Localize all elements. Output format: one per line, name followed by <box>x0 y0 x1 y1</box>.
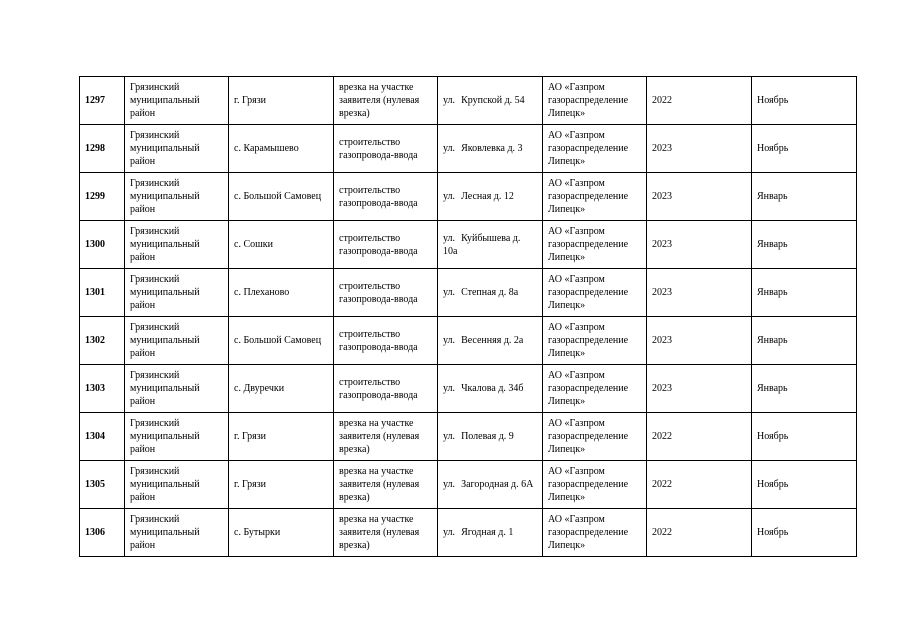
table-row <box>80 461 857 509</box>
year-cell: 2022 <box>647 413 752 461</box>
month-cell: Январь <box>752 269 857 317</box>
work-type-cell: врезка на участке заявителя (нулевая врезка) <box>334 461 438 509</box>
row-number-cell: 1300 <box>80 221 125 269</box>
street-prefix: ул. <box>443 143 456 154</box>
month-cell: Ноябрь <box>752 413 857 461</box>
district-cell: Грязинский муниципальный район <box>125 125 229 173</box>
address-cell <box>438 125 543 173</box>
work-type-cell: врезка на участке заявителя (нулевая врезка) <box>334 77 438 125</box>
table-row <box>80 413 857 461</box>
organization-cell: АО «Газпром газораспределение Липецк» <box>543 77 647 125</box>
street-prefix: ул. <box>443 191 456 202</box>
work-type-cell: строительство газопровода-ввода <box>334 365 438 413</box>
district-cell: Грязинский муниципальный район <box>125 221 229 269</box>
district-cell: Грязинский муниципальный район <box>125 317 229 365</box>
work-type-cell: строительство газопровода-ввода <box>334 125 438 173</box>
locality-cell: с. Двуречки <box>229 365 334 413</box>
month-cell: Январь <box>752 173 857 221</box>
address-cell <box>438 77 543 125</box>
organization-cell: АО «Газпром газораспределение Липецк» <box>543 125 647 173</box>
street-prefix: ул. <box>443 431 456 442</box>
street-prefix: ул. <box>443 335 456 346</box>
street-address: Полевая д. 9 <box>461 431 514 442</box>
year-cell: 2022 <box>647 77 752 125</box>
organization-cell: АО «Газпром газораспределение Липецк» <box>543 509 647 557</box>
street-prefix: ул. <box>443 383 456 394</box>
street-address: Крупской д. 54 <box>461 95 525 106</box>
locality-cell: с. Бутырки <box>229 509 334 557</box>
month-cell: Январь <box>752 317 857 365</box>
address-cell <box>438 173 543 221</box>
row-number-cell: 1297 <box>80 77 125 125</box>
address-cell <box>438 413 543 461</box>
street-address: Куйбышева д. 10а <box>443 232 521 257</box>
locality-cell: с. Сошки <box>229 221 334 269</box>
row-number-cell: 1302 <box>80 317 125 365</box>
table-row <box>80 125 857 173</box>
district-cell: Грязинский муниципальный район <box>125 77 229 125</box>
organization-cell: АО «Газпром газораспределение Липецк» <box>543 413 647 461</box>
year-cell: 2023 <box>647 125 752 173</box>
row-number-cell: 1299 <box>80 173 125 221</box>
organization-cell: АО «Газпром газораспределение Липецк» <box>543 221 647 269</box>
table-row <box>80 173 857 221</box>
month-cell: Ноябрь <box>752 125 857 173</box>
gas-connection-table <box>79 76 857 557</box>
locality-cell: г. Грязи <box>229 77 334 125</box>
address-cell <box>438 509 543 557</box>
street-address: Весенняя д. 2а <box>461 335 524 346</box>
street-address: Загородная д. 6А <box>461 479 534 490</box>
table-body <box>80 77 857 557</box>
locality-cell: с. Плеханово <box>229 269 334 317</box>
year-cell: 2023 <box>647 173 752 221</box>
month-cell: Январь <box>752 221 857 269</box>
month-cell: Ноябрь <box>752 461 857 509</box>
work-type-cell: строительство газопровода-ввода <box>334 173 438 221</box>
row-number-cell: 1306 <box>80 509 125 557</box>
street-prefix: ул. <box>443 95 456 106</box>
organization-cell: АО «Газпром газораспределение Липецк» <box>543 317 647 365</box>
work-type-cell: врезка на участке заявителя (нулевая врезка) <box>334 509 438 557</box>
year-cell: 2023 <box>647 221 752 269</box>
organization-cell: АО «Газпром газораспределение Липецк» <box>543 269 647 317</box>
street-address: Яковлевка д. 3 <box>461 143 523 154</box>
street-prefix: ул. <box>443 527 456 538</box>
street-prefix: ул. <box>443 232 456 244</box>
year-cell: 2022 <box>647 461 752 509</box>
table-row <box>80 365 857 413</box>
month-cell: Ноябрь <box>752 77 857 125</box>
district-cell: Грязинский муниципальный район <box>125 413 229 461</box>
street-address: Лесная д. 12 <box>461 191 514 202</box>
address-cell <box>438 269 543 317</box>
street-prefix: ул. <box>443 479 456 490</box>
work-type-cell: строительство газопровода-ввода <box>334 317 438 365</box>
street-address: Чкалова д. 34б <box>461 383 524 394</box>
street-prefix: ул. <box>443 287 456 298</box>
row-number-cell: 1304 <box>80 413 125 461</box>
year-cell: 2022 <box>647 509 752 557</box>
row-number-cell: 1301 <box>80 269 125 317</box>
address-cell <box>438 317 543 365</box>
month-cell: Ноябрь <box>752 509 857 557</box>
year-cell: 2023 <box>647 269 752 317</box>
row-number-cell: 1298 <box>80 125 125 173</box>
work-type-cell: строительство газопровода-ввода <box>334 269 438 317</box>
district-cell: Грязинский муниципальный район <box>125 461 229 509</box>
address-cell <box>438 221 543 269</box>
table-row <box>80 221 857 269</box>
year-cell: 2023 <box>647 365 752 413</box>
locality-cell: г. Грязи <box>229 413 334 461</box>
year-cell: 2023 <box>647 317 752 365</box>
district-cell: Грязинский муниципальный район <box>125 173 229 221</box>
address-cell <box>438 461 543 509</box>
organization-cell: АО «Газпром газораспределение Липецк» <box>543 365 647 413</box>
table-row <box>80 269 857 317</box>
row-number-cell: 1305 <box>80 461 125 509</box>
locality-cell: с. Карамышево <box>229 125 334 173</box>
work-type-cell: строительство газопровода-ввода <box>334 221 438 269</box>
table-row <box>80 509 857 557</box>
row-number-cell: 1303 <box>80 365 125 413</box>
organization-cell: АО «Газпром газораспределение Липецк» <box>543 461 647 509</box>
locality-cell: г. Грязи <box>229 461 334 509</box>
organization-cell: АО «Газпром газораспределение Липецк» <box>543 173 647 221</box>
district-cell: Грязинский муниципальный район <box>125 365 229 413</box>
table-row <box>80 77 857 125</box>
locality-cell: с. Большой Самовец <box>229 317 334 365</box>
street-address: Ягодная д. 1 <box>461 527 514 538</box>
month-cell: Январь <box>752 365 857 413</box>
district-cell: Грязинский муниципальный район <box>125 269 229 317</box>
address-cell <box>438 365 543 413</box>
district-cell: Грязинский муниципальный район <box>125 509 229 557</box>
table-row <box>80 317 857 365</box>
street-address: Степная д. 8а <box>461 287 519 298</box>
locality-cell: с. Большой Самовец <box>229 173 334 221</box>
work-type-cell: врезка на участке заявителя (нулевая врезка) <box>334 413 438 461</box>
